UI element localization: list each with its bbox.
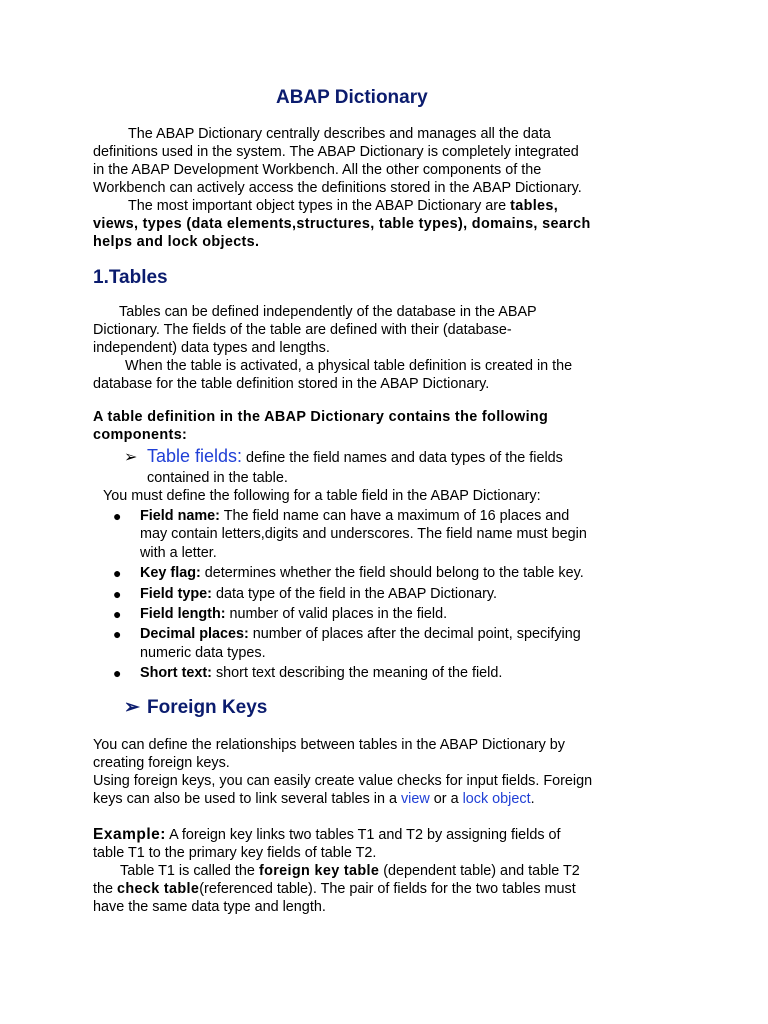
- field-properties-list: [113, 507, 733, 685]
- bullet-icon: ●: [113, 508, 122, 524]
- bullet-icon: ●: [113, 565, 122, 582]
- bullet-icon: ●: [113, 665, 122, 682]
- list-item-field-length: ● Field length: number of valid places in the field.: [113, 606, 448, 623]
- must-define-line: You must define the following for a table field in the ABAP Dictionary:: [103, 488, 541, 504]
- tables-paragraph: Tables can be defined independently of the database in the ABAP Dictionary. The fields of the table are defined with their (database- independent) data types and lengths. When the table is activated, a physical table definition is created in the database for the table definition stored in the ABAP Dictionary.: [93, 304, 573, 392]
- example-label: Example:: [93, 826, 166, 843]
- intro-paragraph: The ABAP Dictionary centrally describes and manages all the data definitions used in the system. The ABAP Dictionary is completely integrated in the ABAP Development Workbench. All the other components of the Workbench can actively access the definitions stored in the ABAP Dictionary. The most important object types in the ABAP Dictionary are tables, views, types (data elements,structures, table types), domains, search helps and lock objects.: [93, 126, 591, 250]
- document-title: ABAP Dictionary: [276, 87, 428, 108]
- foreign-keys-paragraph: You can define the relationships between tables in the ABAP Dictionary by creating foreign keys. Using foreign keys, you can easily create value checks for input fields. Foreign keys can also be used to link several tables in a view or a lock object.: [93, 737, 593, 807]
- list-item-field-type: ● Field type: data type of the field in the ABAP Dictionary.: [113, 585, 498, 602]
- arrow-bullet-icon: ➢: [124, 449, 138, 466]
- view-link[interactable]: view: [400, 791, 430, 807]
- components-heading: A table definition in the ABAP Dictionary contains the following components:: [93, 409, 549, 443]
- section-heading-tables: 1.Tables: [93, 267, 168, 288]
- bullet-icon: ●: [113, 626, 122, 643]
- list-item-decimal-places: ● Decimal places: number of places after the decimal point, specifying numeric data types.: [113, 626, 581, 661]
- arrow-bullet-icon: ➢: [124, 697, 140, 718]
- bullet-icon: ●: [113, 585, 122, 602]
- list-item-short-text: ● Short text: short text describing the meaning of the field.: [113, 665, 503, 682]
- lock-object-link[interactable]: lock object: [462, 791, 531, 807]
- list-item-key-flag: ● Key flag: determines whether the field should belong to the table key.: [113, 565, 584, 582]
- example-paragraph: Example: A foreign key links two tables T1 and T2 by assigning fields of table T1 to the primary key fields of table T2. Table T1 is called the foreign key table (dependent table) and table T2 the check table(referenced table). The pair of fields for the two tables must have the same data type and length.: [93, 826, 580, 915]
- section-heading-foreign-keys: ➢ Foreign Keys: [124, 697, 268, 718]
- list-item-field-name: ● Field name: The field name can have a maximum of 16 places and may contain letters,digits and underscores. The field name must begin with a letter.: [113, 508, 587, 561]
- table-fields-label: Table fields:: [147, 446, 243, 466]
- bullet-icon: ●: [113, 606, 122, 623]
- table-fields-item: ➢ Table fields: define the field names and data types of the fields contained in the table.: [124, 446, 563, 486]
